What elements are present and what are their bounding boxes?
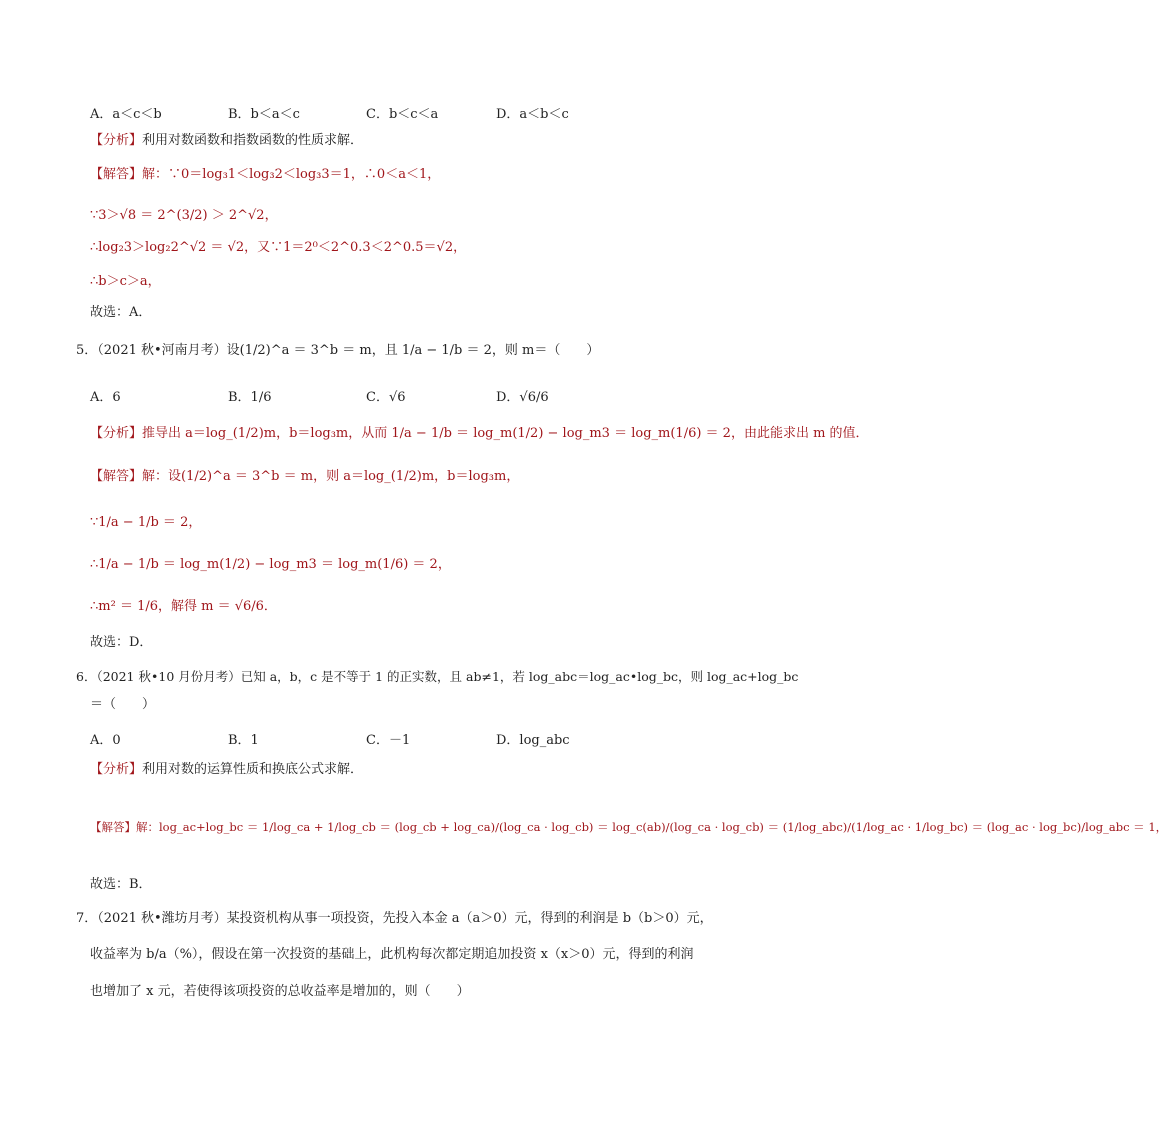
- q4-analysis: [90, 132, 363, 150]
- answer-text: 解：设(1/2)^a ＝ 3^b ＝ m，则 a＝log_(1/2)m，b＝log₃m，: [142, 469, 520, 484]
- q4-answer-line-2: ∵3＞√8 ＝ 2^(3/2) ＞ 2^√2，: [90, 208, 278, 223]
- answer-text: 解：∵0＝log₃1＜log₃2＜log₃3＝1，∴0＜a＜1，: [142, 167, 441, 182]
- q5-answer-line-3: ∴1/a − 1/b ＝ log_m(1/2) − log_m3 ＝ log_m(1/6) ＝ 2，: [90, 557, 451, 572]
- q5-option-a: A．6: [90, 390, 121, 405]
- q5-option-d: D．√6/6: [496, 390, 549, 405]
- q5-option-b: B．1/6: [228, 390, 272, 405]
- q6-choice: 故选：B．: [90, 877, 152, 892]
- q5-answer-line-2: ∵1/a − 1/b ＝ 2，: [90, 515, 202, 530]
- analysis-label: 【分析】: [90, 133, 143, 148]
- q6-stem-line-2: ＝（ ）: [90, 697, 156, 712]
- q7-stem-line-1: 7．（2021 秋•潍坊月考）某投资机构从事一项投资，先投入本金 a（a＞0）元，得到的利润是 b（b＞0）元，: [76, 911, 713, 926]
- q6-stem-line-1: 6．（2021 秋•10 月份月考）已知 a，b，c 是不等于 1 的正实数，且 ab≠1，若 log_abc＝log_ac•log_bc，则 log_ac+log_bc: [76, 669, 799, 684]
- analysis-label: 【分析】: [90, 762, 143, 777]
- analysis-label: 【分析】: [90, 426, 143, 441]
- q5-stem: 5．（2021 秋•河南月考）设(1/2)^a ＝ 3^b ＝ m，且 1/a − 1/b ＝ 2，则 m＝（ ）: [76, 343, 600, 358]
- q6-option-a: A．0: [90, 733, 121, 748]
- answer-label: 【解答】: [90, 469, 143, 484]
- q6-option-b: B．1: [228, 733, 259, 748]
- q4-option-a: A．a＜c＜b: [90, 107, 162, 122]
- q5-answer-line-1: [90, 468, 519, 486]
- q7-stem-line-3: 也增加了 x 元，若使得该项投资的总收益率是增加的，则（ ）: [90, 984, 470, 999]
- q4-answer-line-1: [90, 166, 440, 184]
- q5-answer-line-4: ∴m² ＝ 1/6，解得 m ＝ √6/6．: [90, 599, 277, 614]
- q6-option-c: C．－1: [366, 733, 411, 748]
- q5-option-c: C．√6: [366, 390, 406, 405]
- q5-choice: 故选：D．: [90, 635, 153, 650]
- q7-stem-line-2: 收益率为 b/a（%），假设在第一次投资的基础上，此机构每次都定期追加投资 x（x＞0）元，得到的利润: [90, 947, 694, 962]
- q4-answer-line-3: ∴log₂3＞log₂2^√2 ＝ √2，又∵1＝2⁰＜2^0.3＜2^0.5＝√2，: [90, 240, 467, 255]
- q6-answer: [90, 818, 1167, 836]
- q4-option-d: D．a＜b＜c: [496, 107, 569, 122]
- analysis-text: 推导出 a＝log_(1/2)m，b＝log₃m，从而 1/a − 1/b ＝ log_m(1/2) − log_m3 ＝ log_m(1/6) ＝ 2，由此能求出 m 的值．: [142, 426, 869, 441]
- analysis-text: 利用对数的运算性质和换底公式求解．: [142, 762, 364, 777]
- answer-text: 解：log_ac+log_bc ＝ 1/log_ca + 1/log_cb ＝ (log_cb + log_ca)/(log_ca · log_cb) ＝ log_c(ab)/(log_ca · log_cb) ＝ (1/log_abc)/(1/log_ac · 1/log_bc) ＝ (log_ac · log_bc)/log_abc ＝ 1，: [136, 820, 1167, 834]
- q4-choice: 故选：A．: [90, 305, 152, 320]
- q6-analysis: [90, 761, 363, 779]
- q4-option-c: C．b＜c＜a: [366, 107, 439, 122]
- q6-option-d: D．log_abc: [496, 733, 570, 748]
- q4-answer-line-4: ∴b＞c＞a，: [90, 274, 161, 289]
- analysis-text: 利用对数函数和指数函数的性质求解．: [142, 133, 364, 148]
- q4-option-b: B．b＜a＜c: [228, 107, 300, 122]
- answer-label: 【解答】: [90, 167, 143, 182]
- answer-label: 【解答】: [90, 820, 136, 834]
- q5-analysis: [90, 425, 869, 443]
